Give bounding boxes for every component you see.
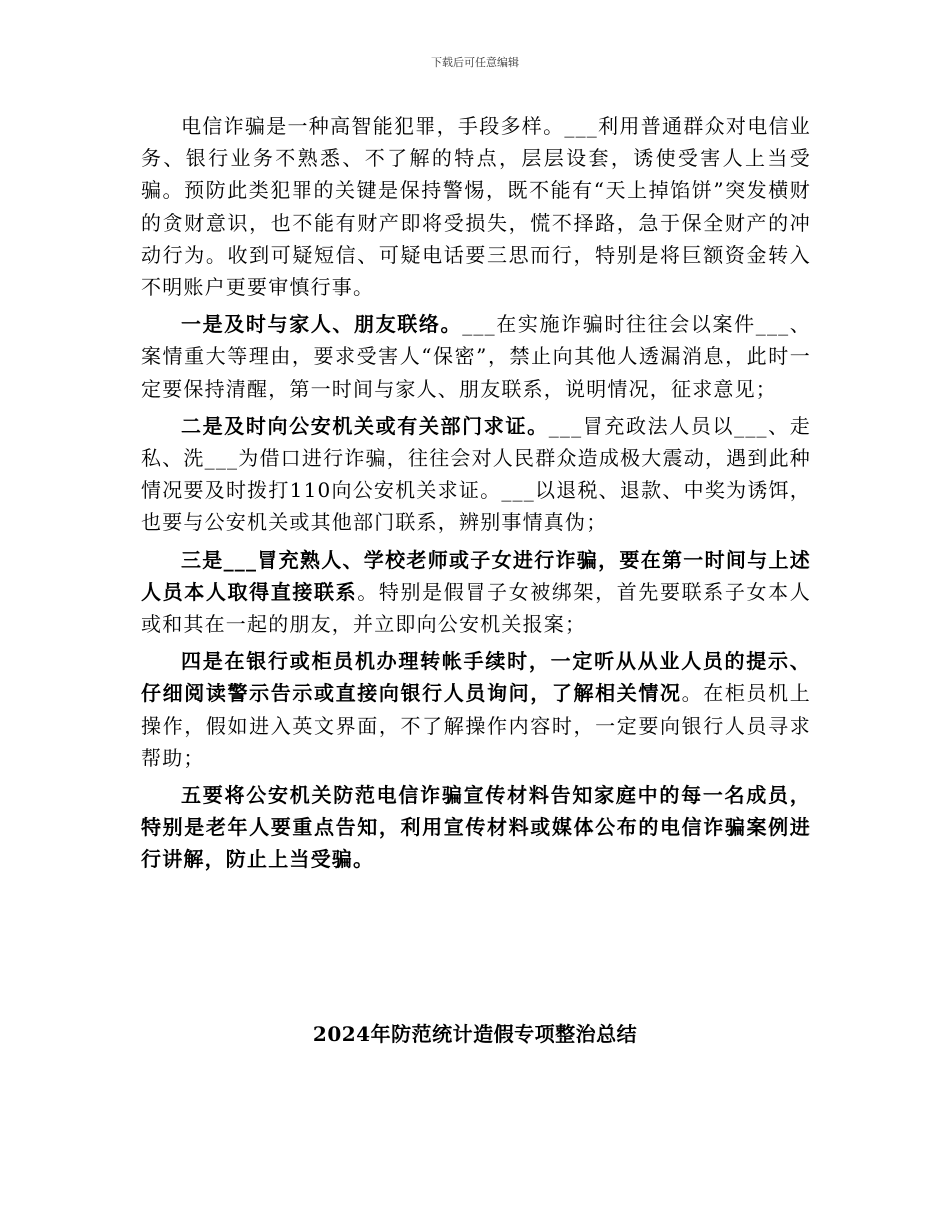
paragraph-intro: 电信诈骗是一种高智能犯罪，手段多样。___利用普通群众对电信业务、银行业务不熟悉、不了解的特点，层层设套，诱使受害人上当受骗。预防此类犯罪的关键是保持警惕，既不能有“天上掉馅饼”突发横财的贪财意识，也不能有财产即将受损失，慌不择路，急于保全财产的冲动行为。收到可疑短信、可疑电话要三思而行，特别是将巨额资金转入不明账户更要审慎行事。 [141,114,811,300]
document-title: 2024年防范统计造假专项整治总结 [312,1022,638,1046]
paragraph-tip-2 [141,410,811,539]
paragraph-tip-3 [141,544,811,641]
paragraph-tip-1 [141,308,811,405]
document-body [141,110,811,876]
tip-1-heading: 一是及时与家人、朋友联络。 [181,312,463,337]
tip-3-text: 。特别是假冒子女被绑架，首先要联系子女本人或和其在一起的朋友，并立即向公安机关报案； [141,579,811,637]
page-header: 下载后可任意编辑 [431,56,519,69]
tip-4-heading: 四是在银行或柜员机办理转帐手续时，一定听从从业人员的提示、仔细阅读警示告示或直接向银行人员询问，了解相关情况 [141,649,811,706]
tip-3-heading: 三是___冒充熟人、学校老师或子女进行诈骗，要在第一时间与上述人员本人取得直接联系 [141,547,811,604]
tip-4-text: 。在柜员机上操作，假如进入英文界面，不了解操作内容时，一定要向银行人员寻求帮助； [141,681,812,770]
paragraph-tip-4 [141,645,811,774]
tip-2-heading: 二是及时向公安机关或有关部门求证。 [181,413,549,438]
tip-2-text: ___冒充政法人员以___、走私、洗___为借口进行诈骗，往往会对人民群众造成极大震动，遇到此种情况要及时拨打110向公安机关求证。___以退税、退款、中奖为诱饵，也要与公安机关或其他部门联系，辨别事情真伪； [141,413,811,535]
paragraph-tip-5: 五要将公安机关防范电信诈骗宣传材料告知家庭中的每一名成员，特别是老年人要重点告知，利用宣传材料或媒体公布的电信诈骗案例进行讲解，防止上当受骗。 [141,783,811,872]
tip-1-text: ___在实施诈骗时往往会以案件___、案情重大等理由，要求受害人“保密”，禁止向其他人透漏消息，此时一定要保持清醒，第一时间与家人、朋友联系，说明情况，征求意见； [141,312,811,401]
